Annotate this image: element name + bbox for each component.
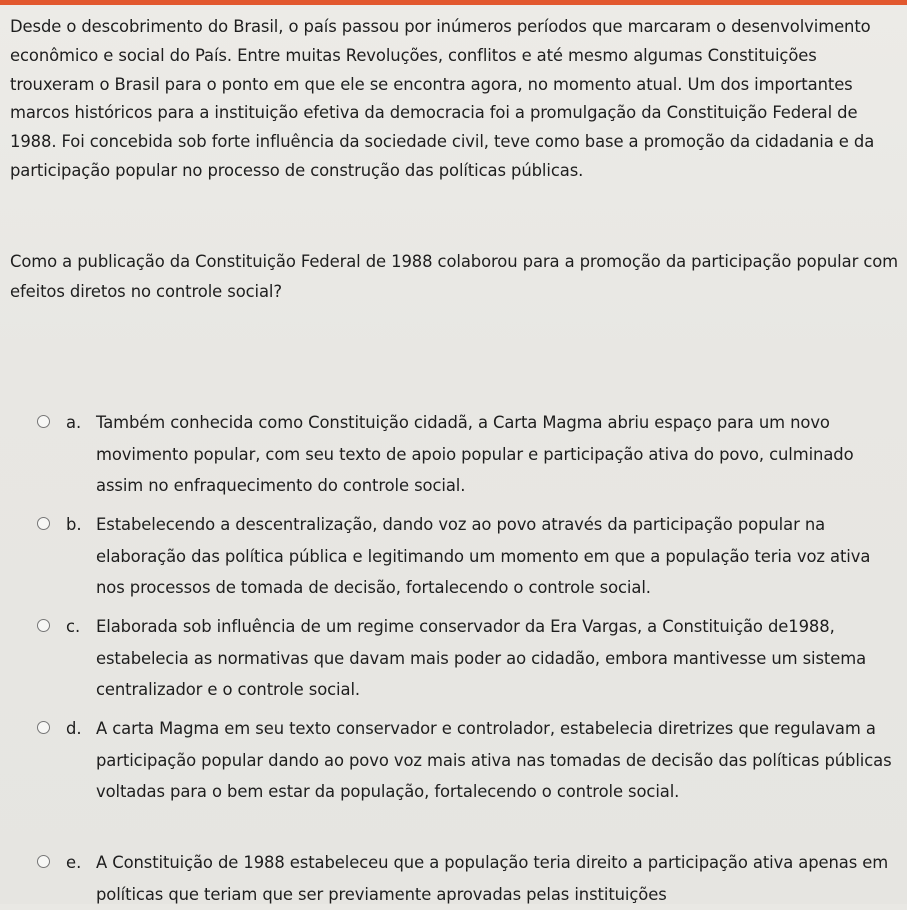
option-d[interactable]	[37, 713, 903, 808]
option-b[interactable]	[37, 509, 903, 604]
option-a[interactable]	[37, 407, 903, 502]
radio-icon[interactable]	[37, 721, 50, 734]
radio-icon[interactable]	[37, 517, 50, 530]
question-page	[0, 5, 907, 904]
option-letter: b.	[66, 515, 82, 534]
radio-icon[interactable]	[37, 619, 50, 632]
option-c[interactable]	[37, 611, 903, 706]
question-statement: Desde o descobrimento do Brasil, o país passou por inúmeros períodos que marcaram o desenvolvimento econômico e social do País. Entre muitas Revoluções, conflitos e até mesmo algumas Constituições trouxeram o Brasil para o ponto em que ele se encontra agora, no momento atual. Um dos importantes marcos históricos para a instituição efetiva da democracia foi a promulgação da Constituição Federal de 1988. Foi concebida sob forte influência da sociedade civil, teve como base a promoção da cidadania e da participação popular no processo de construção das políticas públicas.	[10, 17, 875, 180]
option-letter: c.	[66, 617, 81, 636]
option-text: A Constituição de 1988 estabeleceu que a população teria direito a participação ativa apenas em políticas que teriam que ser previamente aprovadas pelas instituições	[96, 853, 889, 904]
option-e[interactable]	[37, 847, 903, 910]
option-text: Também conhecida como Constituição cidadã, a Carta Magma abriu espaço para um novo movimento popular, com seu texto de apoio popular e participação ativa do povo, culminado assim no enfraquecimento do controle social.	[96, 413, 854, 495]
option-text: Elaborada sob influência de um regime conservador da Era Vargas, a Constituição de1988, estabelecia as normativas que davam mais poder ao cidadão, embora mantivesse um sistema centralizador e o controle social.	[96, 617, 867, 699]
option-text: A carta Magma em seu texto conservador e controlador, estabelecia diretrizes que regulavam a participação popular dando ao povo voz mais ativa nas tomadas de decisão das políticas públicas voltadas para o bem estar da população, fortalecendo o controle social.	[96, 719, 892, 801]
radio-icon[interactable]	[37, 415, 50, 428]
option-letter: a.	[66, 413, 82, 432]
question-prompt: Como a publicação da Constituição Federal de 1988 colaborou para a promoção da participação popular com efeitos diretos no controle social?	[10, 252, 899, 301]
option-letter: e.	[66, 853, 82, 872]
radio-icon[interactable]	[37, 855, 50, 868]
option-text: Estabelecendo a descentralização, dando voz ao povo através da participação popular na elaboração das política pública e legitimando um momento em que a população teria voz ativa nos processos de tomada de decisão, fortalecendo o controle social.	[96, 515, 871, 597]
option-letter: d.	[66, 719, 82, 738]
